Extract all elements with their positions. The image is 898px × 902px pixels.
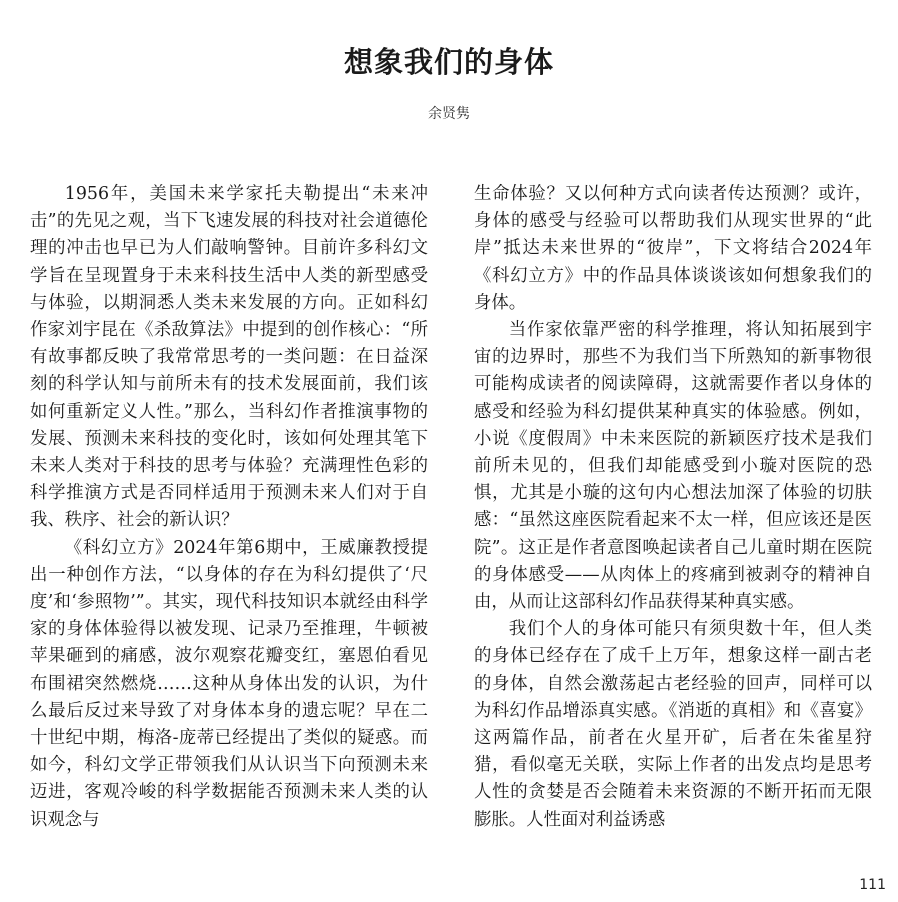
paragraph-2-continued: 生命体验？又以何种方式向读者传达预测？或许，身体的感受与经验可以帮助我们从现实世界的“此岸”抵达未来世界的“彼岸”，下文将结合2024年《科幻立方》中的作品具体谈谈该如何想象我们的身体。 — [474, 184, 872, 313]
page-number: 111 — [859, 877, 886, 893]
right-column — [474, 181, 872, 834]
author-name: 余贤隽 — [428, 106, 470, 122]
paragraph-1: 1956年，美国未来学家托夫勒提出“未来冲击”的先见之观，当下飞速发展的科技对社会道德伦理的冲击也早已为人们敲响警钟。目前许多科幻文学旨在呈现置身于未来科技生活中人类的新型感受与体验，以期洞悉人类未来发展的方向。正如科幻作家刘宇昆在《杀敌算法》中提到的创作核心：“所有故事都反映了我常常思考的一类问题：在日益深刻的科学认知与前所未有的技术发展面前，我们该如何重新定义人性。”那么，当科幻作者推演事物的发展、预测未来科技的变化时，该如何处理其笔下未来人类对于科技的思考与体验？充满理性色彩的科学推演方式是否同样适用于预测未来人们对于自我、秩序、社会的新认识？ — [30, 184, 428, 531]
paragraph-3: 当作家依靠严密的科学推理，将认知拓展到宇宙的边界时，那些不为我们当下所熟知的新事物很可能构成读者的阅读障碍，这就需要作者以身体的感受和经验为科幻提供某种真实的体验感。例如，小说《度假周》中未来医院的新颖医疗技术是我们前所未见的，但我们却能感受到小璇对医院的恐惧，尤其是小璇的这句内心想法加深了体验的切肤感：“虽然这座医院看起来不太一样，但应该还是医院”。这正是作者意图唤起读者自己儿童时期在医院的身体感受——从肉体上的疼痛到被剥夺的精神自由，从而让这部科幻作品获得某种真实感。 — [474, 320, 872, 613]
article-title: 想象我们的身体 — [343, 45, 554, 79]
paragraph-4: 我们个人的身体可能只有须臾数十年，但人类的身体已经存在了成千上万年，想象这样一副古老的身体，自然会激荡起古老经验的回声，同样可以为科幻作品增添真实感。《消逝的真相》和《喜宴》这两篇作品，前者在火星开矿，后者在朱雀星狩猎，看似毫无关联，实际上作者的出发点均是思考人性的贪婪是否会随着未来资源的不断开拓而无限膨胀。人性面对利益诱惑 — [474, 619, 872, 830]
left-column — [30, 181, 428, 834]
paragraph-2: 《科幻立方》2024年第6期中，王威廉教授提出一种创作方法，“以身体的存在为科幻提供了‘尺度’和‘参照物’”。其实，现代科技知识本就经由科学家的身体体验得以被发现、记录乃至推理，牛顿被苹果砸到的痛感，波尔观察花瓣变红，塞恩伯看见布围裙突然燃烧……这种从身体出发的认识，为什么最后反过来导致了对身体本身的遗忘呢？早在二十世纪中期，梅洛-庞蒂已经提出了类似的疑惑。而如今，科幻文学正带领我们从认识当下向预测未来迈进，客观冷峻的科学数据能否预测未来人类的认识观念与 — [30, 537, 428, 830]
